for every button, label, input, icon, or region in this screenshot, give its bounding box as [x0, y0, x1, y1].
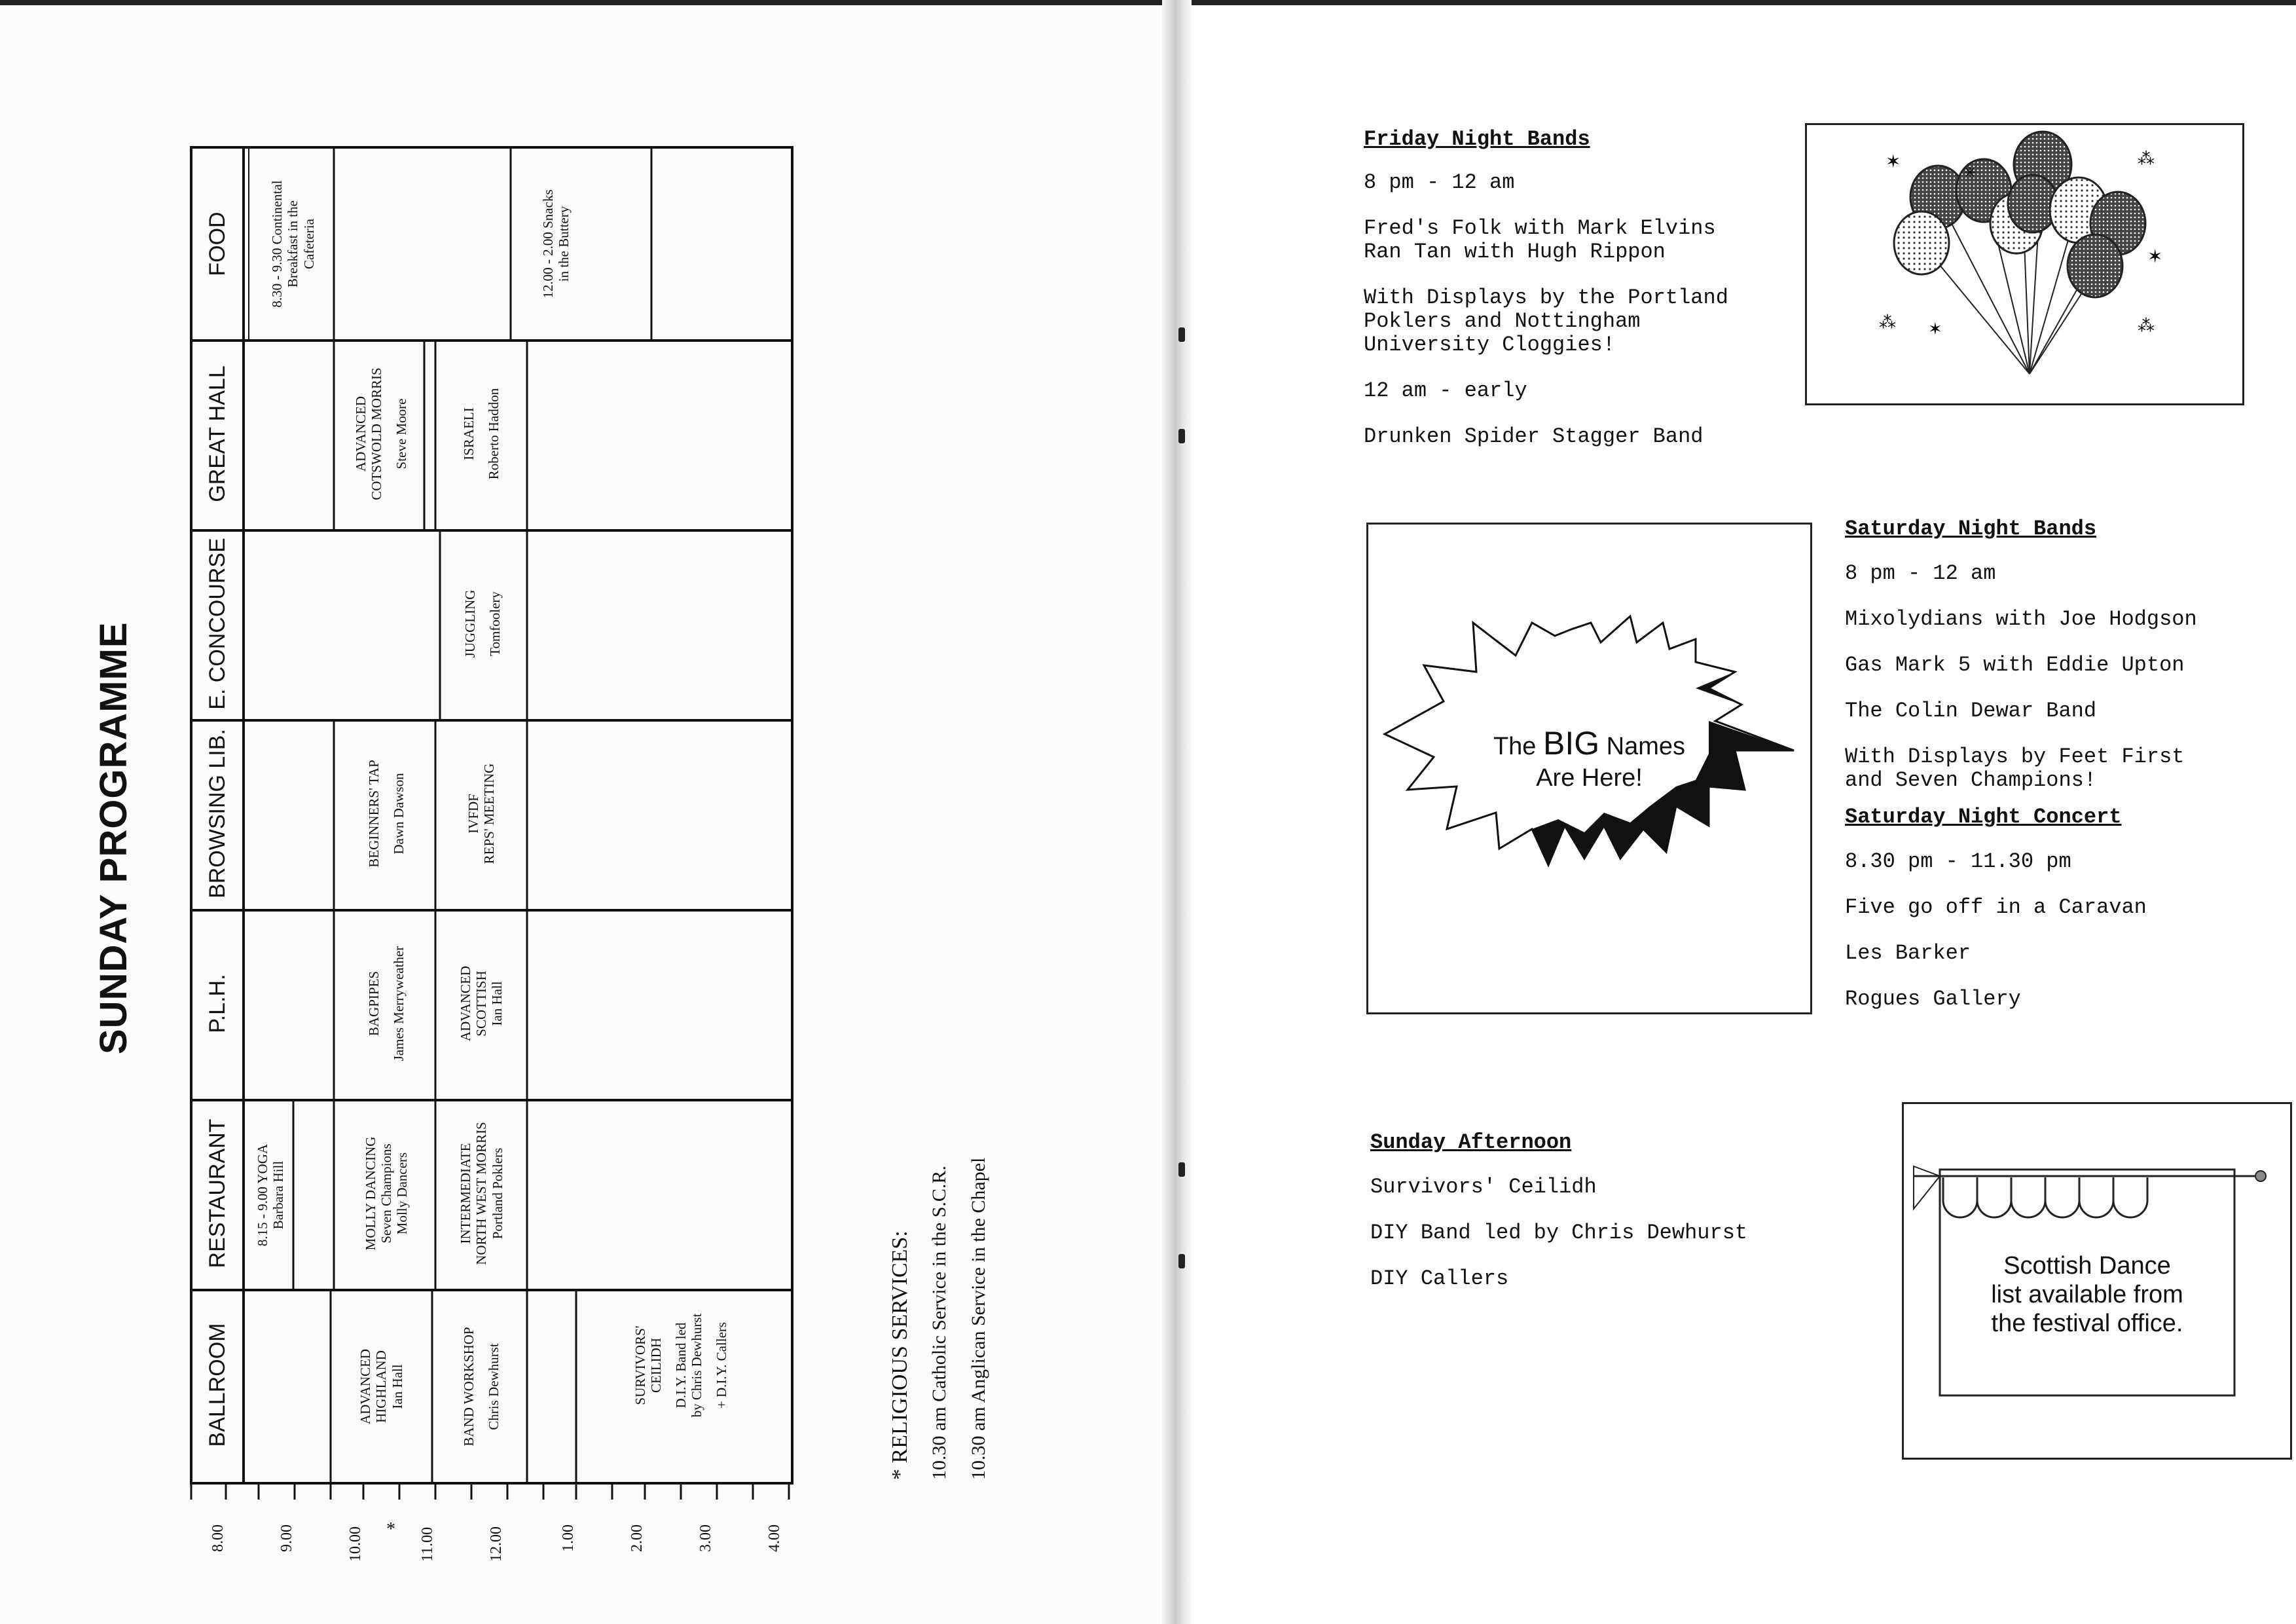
- time-tick: 11.00: [419, 1526, 436, 1562]
- time-tick: 10.00: [347, 1526, 364, 1562]
- svg-text:⁂: ⁂: [1879, 313, 1896, 333]
- event-cotswold-morris: ADVANCED COTSWOLD MORRIS Steve Moore: [352, 367, 410, 500]
- event-survivors-ceilidh: SURVIVORS' CEILIDH D.I.Y. Band led by Chris Dewhurst + D.I.Y. Callers: [632, 1313, 730, 1418]
- column-header-concourse: E. CONCOURSE: [205, 538, 230, 710]
- svg-text:✶: ✶: [1886, 151, 1901, 172]
- time-tick: 1.00: [560, 1524, 577, 1552]
- religious-services: [884, 1158, 995, 1480]
- sunday-heading: Sunday Afternoon: [1370, 1130, 1572, 1154]
- event-bagpipes: BAGPIPES James Merryweather: [365, 946, 407, 1061]
- column-header-browsing: BROWSING LIB.: [205, 729, 230, 898]
- sunday-item-3: DIY Callers: [1370, 1266, 1509, 1291]
- balloons-icon: [1807, 125, 2242, 403]
- svg-text:✶: ✶: [1928, 320, 1942, 339]
- event-band-workshop: BAND WORKSHOP Chris Dewhurst: [460, 1327, 501, 1447]
- event-advanced-scottish: ADVANCED SCOTTISH Ian Hall: [457, 965, 505, 1042]
- balloons-illustration: [1805, 123, 2244, 405]
- svg-text:⁂: ⁂: [2138, 316, 2155, 336]
- saturday-heading: Saturday Night Bands: [1845, 517, 2097, 541]
- concert-heading: Saturday Night Concert: [1845, 805, 2122, 829]
- big-names-box: [1366, 523, 1812, 1014]
- column-header-plh: P.L.H.: [205, 974, 230, 1033]
- saturday-band-2: Gas Mark 5 with Eddie Upton: [1845, 653, 2185, 677]
- time-tick: 2.00: [629, 1524, 646, 1552]
- friday-bands: Fred's Folk with Mark Elvins Ran Tan with Hugh Rippon: [1364, 216, 1716, 264]
- event-ivfdf-meeting: IVFDF REPS' MEETING: [465, 763, 497, 864]
- event-advanced-highland: ADVANCED HIGHLAND Ian Hall: [357, 1348, 405, 1425]
- event-breakfast: 8.30 - 9.30 Continental Breakfast in the Cafeteria: [269, 180, 317, 308]
- scottish-notice-text: Scottish Dance list available from the festival office.: [1991, 1252, 2183, 1337]
- event-molly-dancing: MOLLY DANCING Seven Champions Molly Dancers: [362, 1136, 410, 1251]
- sunday-afternoon-section: [1370, 1131, 1796, 1313]
- column-header-food: FOOD: [205, 212, 230, 276]
- time-tick: 3.00: [697, 1524, 714, 1552]
- event-nw-morris: INTERMEDIATE NORTH WEST MORRIS Portland Poklers: [458, 1122, 505, 1265]
- friday-late-time: 12 am - early: [1364, 378, 1527, 403]
- time-tick: 12.00: [488, 1526, 505, 1562]
- saturday-section: [1845, 517, 2277, 1033]
- sunday-item-2: DIY Band led by Chris Dewhurst: [1370, 1221, 1748, 1245]
- religious-line-2: 10.30 am Anglican Service in the Chapel: [968, 1157, 989, 1480]
- column-header-restaurant: RESTAURANT: [205, 1118, 230, 1268]
- concert-act-1: Five go off in a Caravan: [1845, 895, 2147, 919]
- big-names-text: The BIG Names Are Here!: [1493, 725, 1686, 792]
- page-title: SUNDAY PROGRAMME: [92, 621, 135, 1054]
- event-beginners-tap: BEGINNERS' TAP Dawn Dawson: [365, 760, 407, 868]
- religious-marker: *: [386, 1519, 395, 1540]
- svg-text:✶: ✶: [2147, 246, 2163, 267]
- concert-act-2: Les Barker: [1845, 941, 1971, 965]
- sunday-item-1: Survivors' Ceilidh: [1370, 1175, 1597, 1199]
- concert-act-3: Rogues Gallery: [1845, 987, 2021, 1011]
- event-israeli: ISRAELI Roberto Haddon: [460, 388, 501, 480]
- time-tick: 4.00: [766, 1524, 783, 1552]
- time-tick: 8.00: [210, 1524, 227, 1552]
- concert-time: 8.30 pm - 11.30 pm: [1845, 849, 2071, 874]
- saturday-time: 8 pm - 12 am: [1845, 561, 1996, 585]
- staple: [1178, 327, 1185, 342]
- religious-heading: * RELIGIOUS SERVICES:: [888, 1230, 912, 1480]
- friday-displays: With Displays by the Portland Poklers and Nottingham University Cloggies!: [1364, 286, 1728, 357]
- saturday-band-3: The Colin Dewar Band: [1845, 699, 2097, 723]
- svg-text:✳: ✳: [1964, 165, 1977, 181]
- scottish-dance-notice: [1902, 1102, 2292, 1460]
- saturday-displays: With Displays by Feet First and Seven Champions!: [1845, 745, 2185, 792]
- staple: [1178, 429, 1185, 443]
- religious-line-1: 10.30 am Catholic Service in the S.C.R.: [928, 1166, 950, 1480]
- saturday-band-1: Mixolydians with Joe Hodgson: [1845, 607, 2197, 631]
- friday-time: 8 pm - 12 am: [1364, 170, 1515, 194]
- friday-section: [1364, 128, 1789, 471]
- friday-heading: Friday Night Bands: [1364, 127, 1590, 151]
- time-tick: 9.00: [278, 1524, 295, 1552]
- event-snacks: 12.00 - 2.00 Snacks in the Buttery: [540, 189, 572, 299]
- column-header-ballroom: BALLROOM: [205, 1323, 230, 1447]
- column-header-great-hall: GREAT HALL: [205, 365, 230, 502]
- staple: [1178, 1254, 1185, 1268]
- staple: [1178, 1162, 1185, 1177]
- event-yoga: 8.15 - 9.00 YOGA Barbara Hill: [254, 1143, 286, 1247]
- friday-late-band: Drunken Spider Stagger Band: [1364, 424, 1704, 449]
- event-juggling: JUGGLING Tomfoolery: [462, 589, 503, 658]
- svg-text:⁂: ⁂: [2138, 149, 2155, 169]
